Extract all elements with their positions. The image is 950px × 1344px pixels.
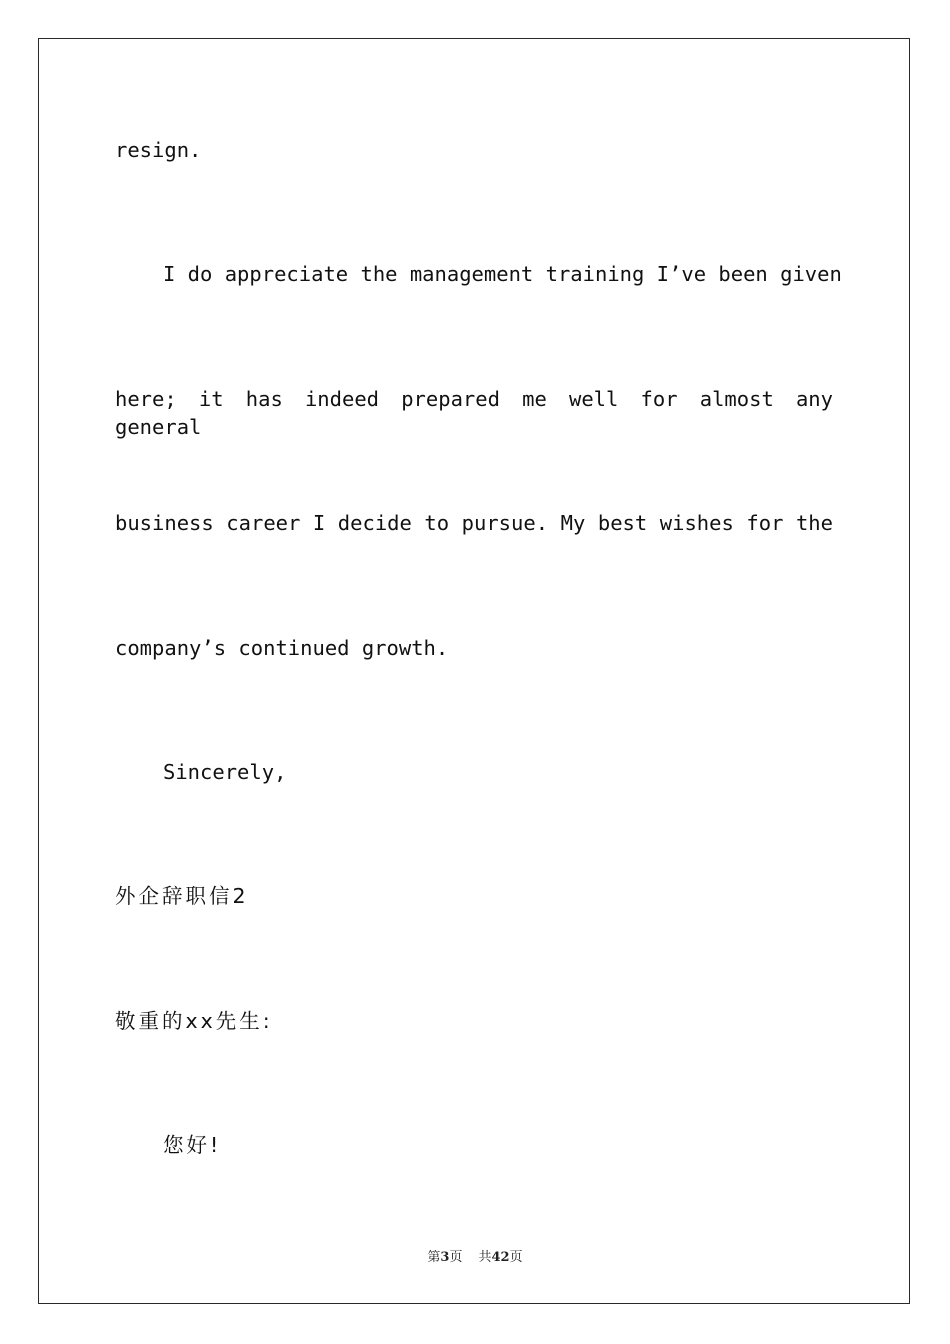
body-line-5: company’s continued growth. (115, 636, 449, 660)
body-line-2: I do appreciate the management training I’ve been given (163, 262, 842, 286)
page-footer (0, 1246, 950, 1265)
body-line-3: here; it has indeed prepared me well for almost any general (115, 387, 833, 439)
page-number: 3 (440, 1250, 450, 1265)
total-pages: 42 (491, 1250, 510, 1265)
greeting: 您好! (163, 1133, 222, 1157)
total-prefix: 共 (478, 1250, 492, 1265)
body-line-4: business career I decide to pursue. My best wishes for the (115, 511, 833, 535)
total-suffix: 页 (509, 1250, 523, 1265)
page-border (38, 38, 910, 1304)
salutation: 敬重的xx先生: (115, 1009, 273, 1033)
section-heading: 外企辞职信2 (115, 884, 249, 908)
closing-line: Sincerely, (163, 760, 287, 784)
page-prefix: 第 (427, 1250, 441, 1265)
body-line-1: resign. (115, 138, 202, 162)
page-suffix: 页 (449, 1250, 463, 1265)
